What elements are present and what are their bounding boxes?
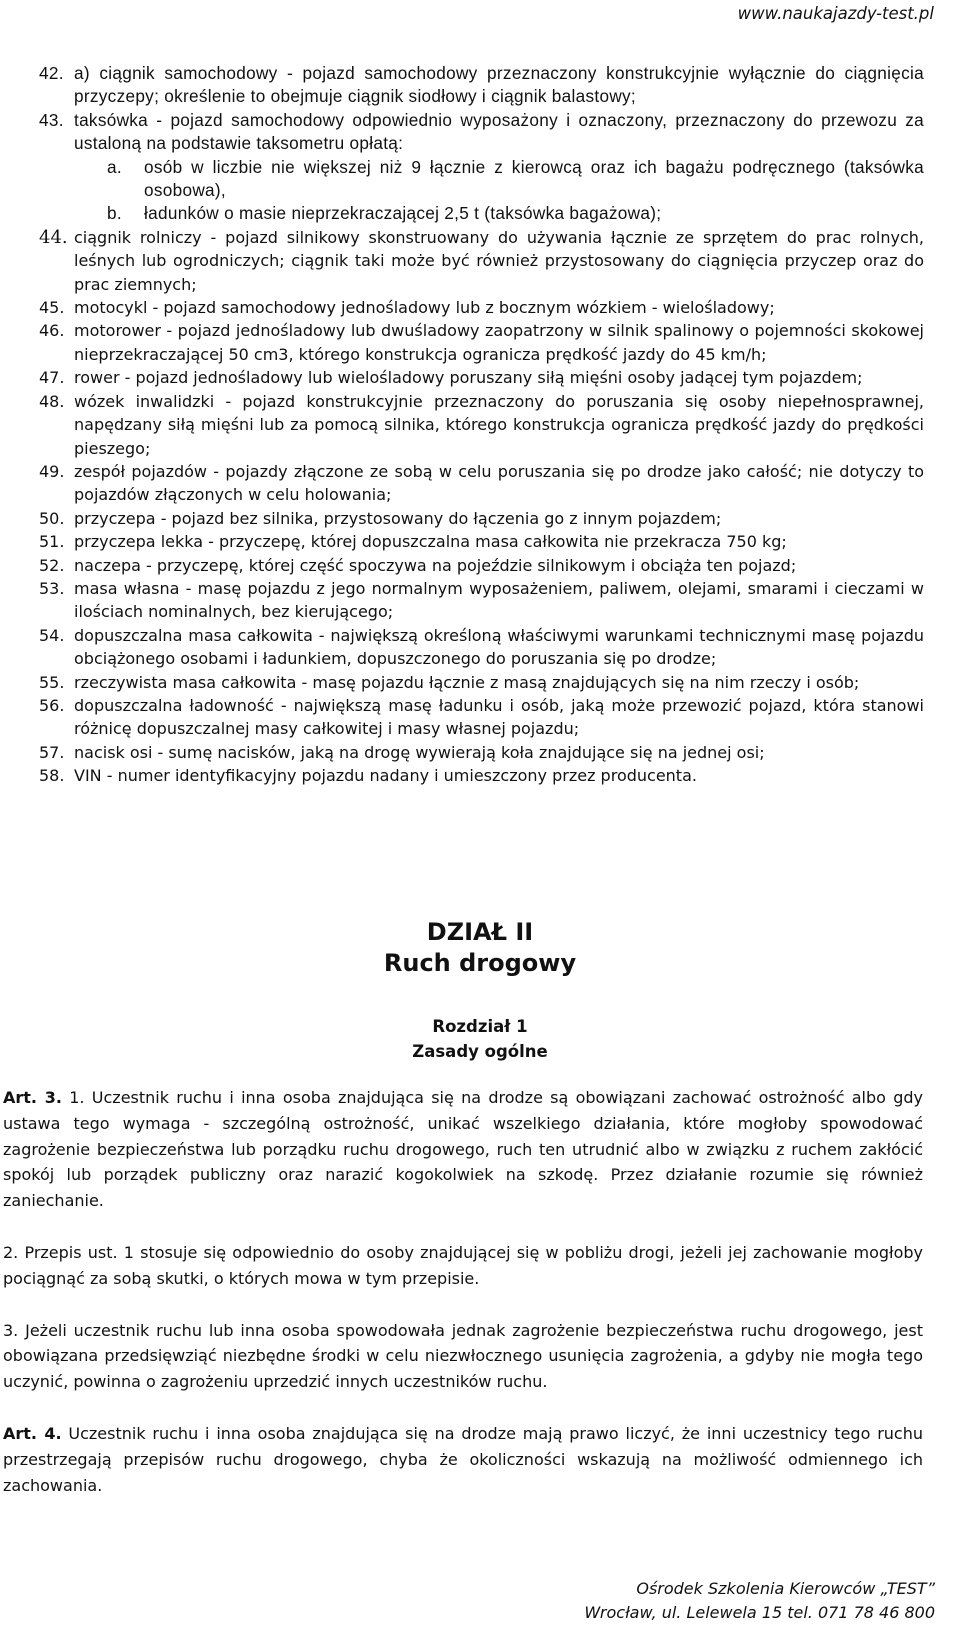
item-text: nacisk osi - sumę nacisków, jaką na drogę wywierają koła znajdujące się na jednej osi;: [74, 742, 765, 762]
definition-item: [39, 62, 924, 109]
item-number: 47.: [39, 368, 65, 388]
sublist-text: ładunków o masie nieprzekraczającej 2,5 t (taksówka bagażowa);: [144, 203, 662, 224]
item-number: 44.: [39, 226, 68, 248]
item-text: VIN - numer identyfikacyjny pojazdu nadany i umieszczony przez producenta.: [74, 766, 697, 786]
article-4-paragraph: [3, 1421, 923, 1498]
definition-item: [39, 694, 924, 741]
definition-item: [39, 530, 924, 553]
article-3-paragraph-3: 3. Jeżeli uczestnik ruchu lub inna osoba spowodowała jednak zagrożenie bezpieczeństwa ruchu drogowego, jest obowiązana przedsięwziąć niezbędne środki w celu niezwłocznego usunięcia zagrożenia, a gdyby nie mogła tego uczynić, powinna o zagrożeniu uprzedzić innych uczestników ruchu.: [3, 1320, 923, 1392]
definition-item: [39, 624, 924, 671]
definition-item: [39, 554, 924, 577]
sublist-item: [107, 202, 924, 225]
section-title: [0, 917, 960, 979]
item-text: dopuszczalna masa całkowita - największą określoną właściwymi warunkami technicznymi masę pojazdu obciążonego osobami i ładunkiem, dopuszczonego do poruszania się po drodze;: [74, 625, 924, 669]
item-text: motocykl - pojazd samochodowy jednośladowy lub z bocznym wózkiem - wielośladowy;: [74, 298, 775, 318]
definition-item: [39, 226, 924, 296]
item-number: 49.: [39, 461, 65, 481]
definitions-list: [39, 62, 924, 788]
item-text: a) ciągnik samochodowy - pojazd samochodowy przeznaczony konstrukcyjnie wyłącznie do ciągnięcia przyczepy; określenie to obejmuje ciągnik siodłowy i ciągnik balastowy;: [74, 63, 924, 107]
item-number: 57.: [39, 742, 65, 762]
definition-item: [39, 507, 924, 530]
definition-item: [39, 390, 924, 460]
item-text: przyczepa - pojazd bez silnika, przystosowany do łączenia go z innym pojazdem;: [74, 508, 722, 528]
item-number: 55.: [39, 672, 65, 692]
sublist-text: osób w liczbie nie większej niż 9 łącznie z kierowcą oraz ich bagażu podręcznego (taksówka osobowa),: [144, 156, 924, 201]
item-text: zespół pojazdów - pojazdy złączone ze sobą w celu poruszania się po drodze jako całość; nie dotyczy to pojazdów złączonych w celu holowania;: [74, 461, 924, 505]
item-text: masa własna - masę pojazdu z jego normalnym wyposażeniem, paliwem, olejami, smarami i cieczami w ilościach nominalnych, bez kierującego;: [74, 578, 924, 622]
item-text: taksówka - pojazd samochodowy odpowiednio wyposażony i oznaczony, przeznaczony do przewozu za ustaloną na podstawie taksometru opłatą:: [74, 109, 924, 154]
item-number: 58.: [39, 766, 65, 786]
item-text: rzeczywista masa całkowita - masę pojazdu łącznie z masą znajdujących się na nim rzeczy i osób;: [74, 672, 860, 692]
definition-item: [39, 319, 924, 366]
paragraph-number: 1.: [69, 1088, 85, 1107]
definition-item: [39, 741, 924, 764]
item-number: 53.: [39, 578, 65, 598]
section-title-line1: DZIAŁ II: [426, 918, 534, 946]
item-number: 43.: [39, 109, 64, 130]
chapter-title-line1: Rozdział 1: [432, 1017, 528, 1036]
sublist-letter: a.: [107, 156, 122, 177]
item-text: dopuszczalna ładowność - największą masę ładunku i osób, jaką może przewozić pojazd, która stanowi różnicę dopuszczalnej masy całkowitej i masy własnej pojazdu;: [74, 695, 924, 739]
item-text: ciągnik rolniczy - pojazd silnikowy skonstruowany do używania łącznie ze sprzętem do prac rolnych, leśnych lub ogrodniczych; ciągnik taki może być również przystosowany do ciągnięcia przyczep oraz do prac ziemnych;: [74, 227, 924, 294]
item-number: 48.: [39, 391, 65, 411]
item-number: 56.: [39, 695, 65, 715]
sublist-item: [107, 156, 924, 203]
definition-item: [39, 577, 924, 624]
paragraph-text: Uczestnik ruchu i inna osoba znajdująca się na drodze są obowiązani zachować ostrożność albo gdy ustawa tego wymaga - szczególną ostrożność, unikać wszelkiego działania, które mogłoby spowodować zagrożenie bezpieczeństwa lub porządku ruchu drogowego, ruch ten utrudnić albo w związku z ruchem zakłócić spokój lub porządek publiczny oraz narazić kogokolwiek na szkodę. Przez działanie rozumie się również zaniechanie.: [3, 1088, 924, 1211]
item-number: 54.: [39, 625, 65, 645]
item-text: wózek inwalidzki - pojazd konstrukcyjnie przeznaczony do poruszania się osoby niepełnosprawnej, napędzany siłą mięśni lub za pomocą silnika, którego konstrukcja ogranicza prędkość jazdy do prędkości pieszego;: [74, 391, 924, 458]
footer-line-1: Ośrodek Szkolenia Kierowców „TEST”: [636, 1579, 935, 1598]
item-number: 50.: [39, 508, 65, 528]
item-text: naczepa - przyczepę, której część spoczywa na pojeździe silnikowym i obciąża ten pojazd;: [74, 555, 797, 575]
item-number: 52.: [39, 555, 65, 575]
chapter-title-line2: Zasady ogólne: [412, 1042, 548, 1061]
sublist-letter: b.: [107, 203, 122, 224]
taxi-sublist: [74, 156, 924, 226]
section-title-line2: Ruch drogowy: [383, 949, 577, 977]
page-footer: [584, 1577, 935, 1625]
definition-item: [39, 671, 924, 694]
article-3-paragraph-1: [3, 1085, 923, 1214]
definition-item: [39, 109, 924, 226]
footer-line-2: Wrocław, ul. Lelewela 15 tel. 071 78 46 800: [584, 1603, 935, 1622]
paragraph-text: Uczestnik ruchu i inna osoba znajdująca się na drodze mają prawo liczyć, że inni uczestnicy tego ruchu przestrzegają przepisów ruchu drogowego, chyba że okoliczności wskazują na możliwość odmiennego ich zachowania.: [3, 1423, 924, 1495]
article-3-label: Art. 3.: [3, 1088, 62, 1107]
article-4-label: Art. 4.: [3, 1423, 62, 1443]
item-text: przyczepa lekka - przyczepę, której dopuszczalna masa całkowita nie przekracza 750 kg;: [74, 532, 787, 552]
item-text: rower - pojazd jednośladowy lub wielośladowy poruszany siłą mięśni osoby jadącej tym pojazdem;: [74, 368, 863, 388]
chapter-title: [0, 1014, 960, 1064]
definition-item: [39, 460, 924, 507]
article-3-paragraph-2: 2. Przepis ust. 1 stosuje się odpowiednio do osoby znajdującej się w pobliżu drogi, jeżeli jej zachowanie mogłoby pociągnąć za sobą skutki, o których mowa w tym przepisie.: [3, 1242, 923, 1288]
item-text: motorower - pojazd jednośladowy lub dwuśladowy zaopatrzony w silnik spalinowy o pojemności skokowej nieprzekraczającej 50 cm3, którego konstrukcja ogranicza prędkość jazdy do 45 km/h;: [74, 321, 924, 364]
item-number: 45.: [39, 298, 65, 318]
item-number: 46.: [39, 321, 65, 341]
site-header: www.naukajazdy-test.pl: [737, 4, 934, 23]
item-number: 42.: [39, 63, 64, 83]
definition-item: [39, 296, 924, 319]
definition-item: [39, 366, 924, 389]
article-body: [3, 1085, 923, 1524]
definition-item: [39, 764, 924, 787]
item-number: 51.: [39, 532, 65, 552]
